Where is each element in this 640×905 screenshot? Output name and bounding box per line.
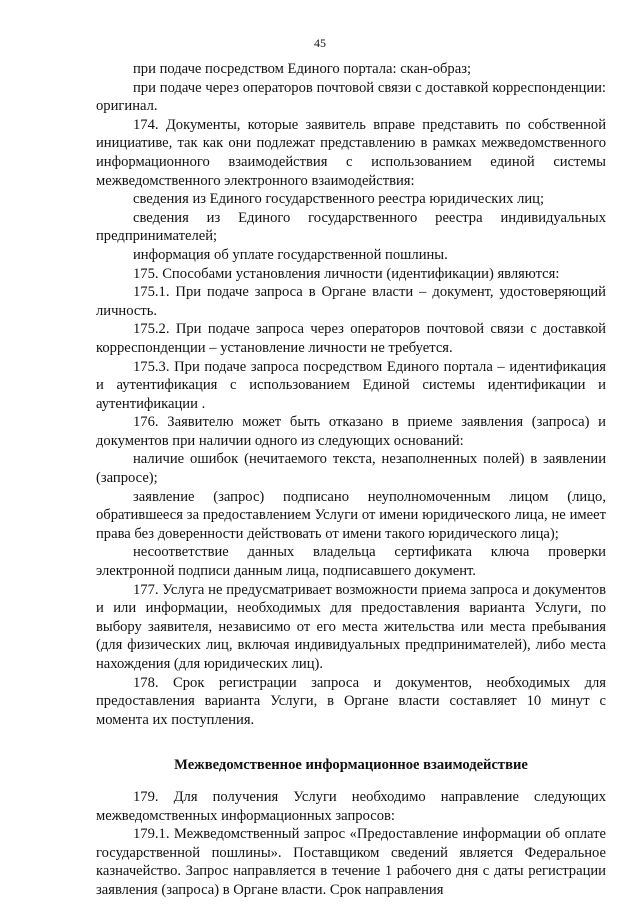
paragraph: 178. Срок регистрации запроса и документов, необходимых для предоставления варианта Услуги, в Органе власти составляет 10 минут с момента их поступления. [96, 674, 606, 728]
paragraph: при подаче через операторов почтовой связи с доставкой корреспонденции: оригинал. [96, 79, 606, 115]
paragraph: несоответствие данных владельца сертификата ключа проверки электронной подписи данным лица, подписавшего документ. [96, 544, 606, 580]
paragraph: 175.1. При подаче запроса в Органе власти – документ, удостоверяющий личность. [96, 284, 606, 319]
paragraph: 177. Услуга не предусматривает возможности приема запроса и документов и или информации, необходимых для предоставления варианта Услуги, по выбору заявителя, независимо от его места жительства или места пребывания (для физических лиц, включая индивидуальных предпринимателей), либо места нахождения (для юридических лиц). [96, 581, 606, 672]
paragraph: 179.1. Межведомственный запрос «Предоставление информации об оплате государственной пошлины». Поставщиком сведений является Федеральное казначейство. Запрос направляется в течение 1 рабочего дня с даты регистрации заявления (запроса) в Органе власти. Срок направления [96, 826, 606, 898]
paragraph: 179. Для получения Услуги необходимо направление следующих межведомственных информационных запросов: [96, 788, 606, 824]
paragraph: при подаче посредством Единого портала: скан-образ; [133, 61, 472, 77]
page-number: 45 [314, 36, 326, 50]
paragraph: 175.3. При подаче запроса посредством Единого портала – идентификация и аутентификация с использованием Единой системы идентификации и аутентификации . [96, 358, 606, 412]
paragraph: сведения из Единого государственного реестра индивидуальных предпринимателей; [96, 209, 606, 245]
paragraph: 176. Заявителю может быть отказано в приеме заявления (запроса) и документов при наличии одного из следующих оснований: [96, 414, 606, 449]
page-content [96, 60, 606, 900]
section-heading: Межведомственное информационное взаимодействие [174, 757, 528, 774]
paragraph: информация об уплате государственной пошлины. [133, 246, 448, 263]
paragraph: сведения из Единого государственного реестра юридических лиц; [133, 191, 545, 208]
paragraph: 174. Документы, которые заявитель вправе представить по собственной инициативе, так как они подлежат представлению в рамках межведомственного информационного взаимодействия с использованием единой системы межведомственного электронного взаимодействия: [96, 116, 606, 189]
paragraph: 175.2. При подаче запроса через операторов почтовой связи с доставкой корреспонденции – установление личности не требуется. [96, 321, 606, 356]
paragraph: наличие ошибок (нечитаемого текста, незаполненных полей) в заявлении (запросе); [96, 451, 606, 487]
paragraph: заявление (запрос) подписано неуполномоченным лицом (лицо, обратившееся за предоставлением Услуги от имени юридического лица, не имеет права без доверенности действовать от имени такого юридического лица); [96, 488, 606, 542]
paragraph: 175. Способами установления личности (идентификации) являются: [133, 265, 560, 282]
